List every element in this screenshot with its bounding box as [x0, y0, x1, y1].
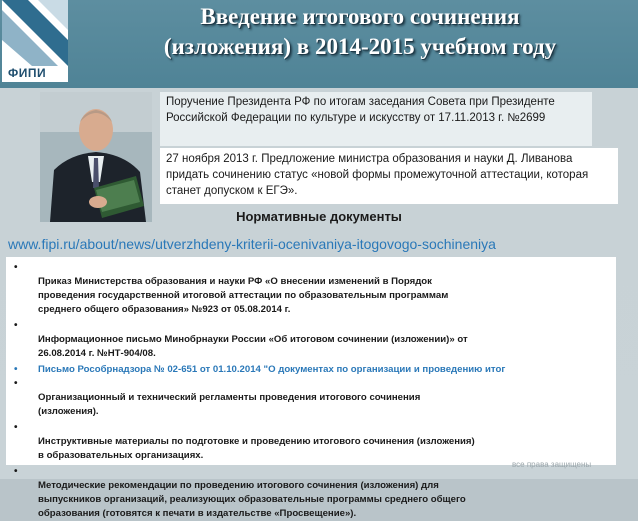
title-line-2: (изложения) в 2014-2015 учебном году: [163, 34, 557, 59]
bullet-icon: •: [14, 466, 18, 477]
normative-heading-text: Нормативные документы: [236, 209, 402, 224]
watermark: все права защищены: [512, 460, 592, 469]
document-text: Приказ Министерства образования и науки РФ «О внесении изменений в Порядок проведения государственной итоговой аттестации по образовательным программам среднего общего образования» №923 от 05.08.2014 г.: [38, 276, 449, 315]
document-text: Методические рекомендации по проведению итогового сочинения (изложения) для выпускников организаций, реализующих образовательные программы среднего общего образования (готовятся к печати в издательстве «Просвещение»).: [38, 480, 466, 519]
fipi-news-link[interactable]: www.fipi.ru/about/news/utverzhdeny-kriterii-ocenivaniya-itogovogo-sochineniya: [8, 236, 496, 252]
document-text: Инструктивные материалы по подготовке и проведению итогового сочинения (изложения) в образовательных организациях.: [38, 436, 475, 461]
speaker-photo: [40, 92, 152, 222]
list-item: [6, 261, 616, 317]
minister-proposal-box: 27 ноября 2013 г. Предложение министра образования и науки Д. Ливанова придать сочинению статус «новой формы промежуточной аттестации, которая станет допуском к ЕГЭ».: [160, 148, 618, 204]
bullet-icon: •: [14, 364, 18, 375]
list-item: [6, 377, 616, 419]
fipi-logo: [2, 0, 68, 82]
slide-title: [90, 2, 630, 62]
bullet-icon: •: [14, 320, 18, 331]
bullet-icon: •: [14, 378, 18, 389]
documents-list: [6, 257, 616, 519]
title-line-1: Введение итогового сочинения: [200, 4, 520, 29]
document-link-text[interactable]: Письмо Рособрнадзора № 02-651 от 01.10.2014 "О документах по организации и проведению итог: [38, 364, 506, 375]
logo-emblem-icon: [2, 0, 68, 66]
document-text: Организационный и технический регламенты проведения итогового сочинения (изложения).: [38, 392, 421, 417]
logo-text: ФИПИ: [8, 66, 47, 80]
normative-documents-heading: [0, 209, 638, 224]
list-item-highlighted[interactable]: [6, 363, 616, 377]
bullet-icon: •: [14, 422, 18, 433]
presidential-order-box: Поручение Президента РФ по итогам заседания Совета при Президенте Российской Федерации по культуре и искусству от 17.11.2013 г. №2699: [160, 92, 592, 146]
list-item: [6, 319, 616, 361]
bullet-icon: •: [14, 262, 18, 273]
list-item: [6, 421, 616, 463]
document-text: Информационное письмо Минобрнауки России «Об итоговом сочинении (изложении)» от 26.08.2014 г. №НТ-904/08.: [38, 334, 468, 359]
